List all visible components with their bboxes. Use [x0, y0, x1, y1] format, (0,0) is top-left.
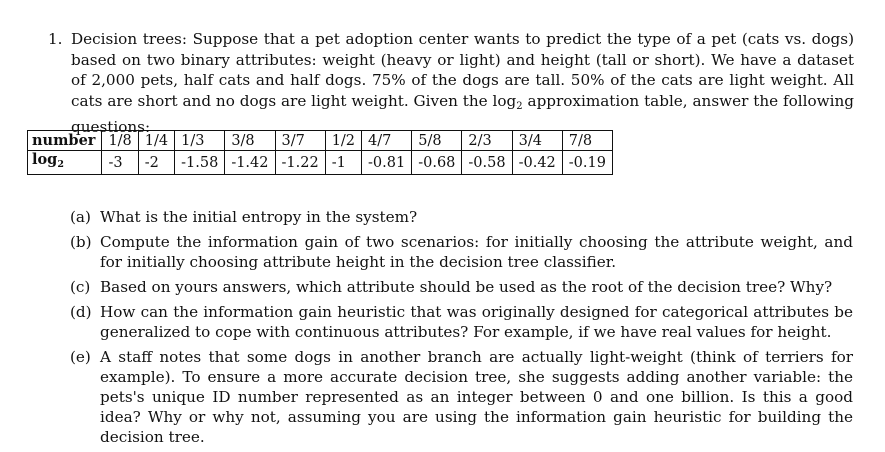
part-text: A staff notes that some dogs in another branch are actually light-weight (think of terriers for example). To ensure a more accurate decision tree, she suggests adding another variable: the pets's unique ID number represented as an integer between 0 and one billion. Is this a good idea? Why or why not, assuming you are using the information gain heuristic for building the decision tree.: [100, 348, 853, 446]
part-label: (b): [70, 233, 92, 251]
part-label: (a): [70, 208, 91, 226]
question-parts: [70, 207, 853, 452]
question-part-b: [70, 232, 853, 272]
log-approximation-table: [27, 130, 613, 175]
part-label: (c): [70, 278, 91, 296]
log-cell: -1.58: [175, 151, 225, 175]
part-text: Based on yours answers, which attribute should be used as the root of the decision tree? Why?: [100, 278, 833, 296]
log-cell: -2: [138, 151, 174, 175]
part-label: (e): [70, 348, 91, 366]
problem-text-end: approximation table, answer the following questions:: [71, 91, 855, 136]
part-text: What is the initial entropy in the system?: [100, 208, 418, 226]
number-cell: 3/7: [275, 131, 325, 151]
part-text: How can the information gain heuristic that was originally designed for categorical attributes be generalized to cope with continuous attributes? For example, if we have real values for height.: [100, 303, 853, 341]
number-cell: 1/8: [102, 131, 138, 151]
problem-text-main: Decision trees: Suppose that a pet adoption center wants to predict the type of a pet (cats vs. dogs) based on two binary attributes: weight (heavy or light) and height (tall or short). We have a dataset of 2,000 pets, half cats and half dogs. 75% of the dogs are tall. 50% of the cats are light weight. All cats are short and no dogs are light weight. Given the log: [71, 30, 854, 110]
number-cell: 4/7: [362, 131, 412, 151]
log-base-subscript: 2: [516, 100, 523, 112]
log-row: [28, 151, 613, 175]
number-cell: 2/3: [462, 131, 512, 151]
part-text: Compute the information gain of two scenarios: for initially choosing the attribute weight, and for initially choosing attribute height in the decision tree classifier.: [100, 233, 853, 271]
problem-number: 1.: [48, 30, 63, 48]
question-part-a: [70, 207, 853, 227]
problem-statement: [48, 29, 854, 138]
number-cell: 5/8: [412, 131, 462, 151]
log-cell: -1.42: [225, 151, 275, 175]
log-cell: -0.68: [412, 151, 462, 175]
number-row: [28, 131, 613, 151]
log-cell: -1.22: [275, 151, 325, 175]
log-cell: -0.58: [462, 151, 512, 175]
log-cell: -3: [102, 151, 138, 175]
log-cell: -0.81: [362, 151, 412, 175]
number-cell: 1/4: [138, 131, 174, 151]
log-cell: -0.42: [512, 151, 562, 175]
question-part-e: [70, 347, 853, 447]
number-cell: 1/2: [325, 131, 361, 151]
number-cell: 1/3: [175, 131, 225, 151]
number-cell: 3/8: [225, 131, 275, 151]
log-row-label: log: [32, 151, 58, 168]
part-label: (d): [70, 303, 92, 321]
log-row-label-subscript: 2: [57, 159, 64, 170]
log-row-header: [28, 151, 102, 175]
number-cell: 7/8: [562, 131, 612, 151]
problem-text: [71, 29, 854, 138]
number-row-header: number: [28, 131, 102, 151]
log-cell: -0.19: [562, 151, 612, 175]
log-cell: -1: [325, 151, 361, 175]
number-cell: 3/4: [512, 131, 562, 151]
question-part-c: [70, 277, 853, 297]
question-part-d: [70, 302, 853, 342]
